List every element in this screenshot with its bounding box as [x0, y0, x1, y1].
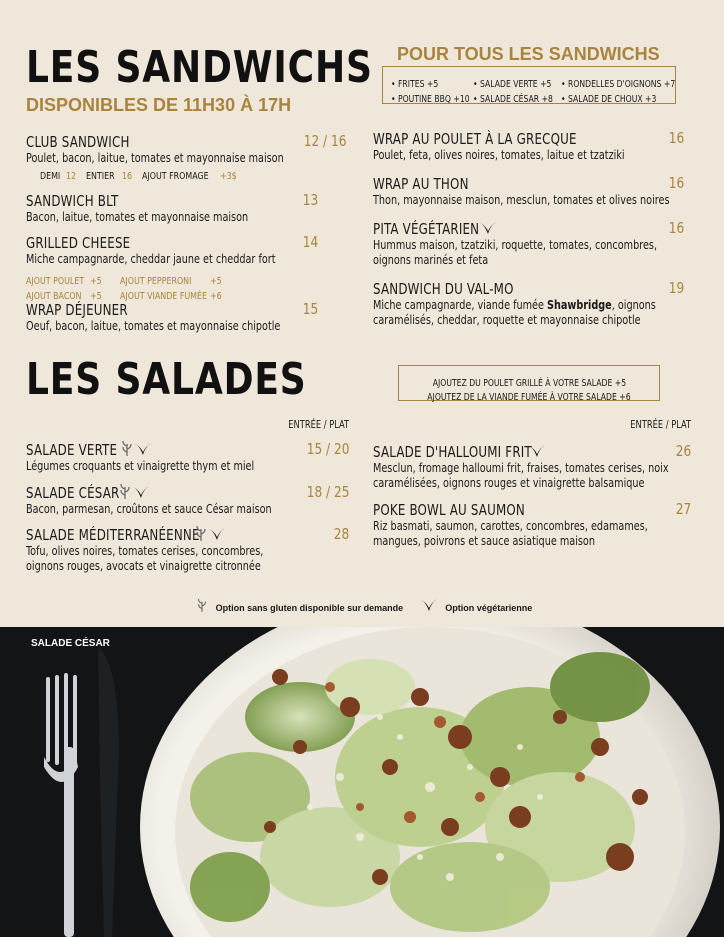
menu-item-wrap-thon	[373, 174, 684, 207]
item-description: Bacon, laitue, tomates et mayonnaise maison	[26, 209, 249, 224]
item-description: Mesclun, fromage halloumi frit, fraises, tomates cerises, noix caramélisées, oignons rouges et vinaigrette balsamique	[373, 460, 669, 490]
extras-box	[382, 66, 676, 104]
item-name: WRAP AU POULET À LA GRECQUE	[373, 130, 577, 148]
item-description: Tofu, olives noires, tomates cerises, concombres, oignons rouges, avocats et vinaigrette citronnée	[26, 543, 264, 573]
gluten-free-icon	[194, 525, 208, 545]
salad-illustration	[0, 627, 724, 937]
item-name: SALADE VERTE	[26, 441, 118, 459]
item-description: Bacon, parmesan, croûtons et sauce César maison	[26, 501, 272, 516]
legend	[196, 596, 532, 617]
item-name: PITA VÉGÉTARIEN	[373, 220, 480, 238]
addon-smoked-meat: AJOUTEZ DE LA VIANDE FUMÉE À VOTRE SALADE +6	[427, 392, 631, 403]
column-header-entree-plat: ENTRÉE / PLAT	[630, 419, 691, 431]
brand-name: Shawbridge	[547, 297, 612, 312]
item-name: POKE BOWL AU SAUMON	[373, 501, 525, 519]
item-name: SANDWICH BLT	[26, 192, 119, 210]
menu-item-poke-bowl-saumon	[373, 500, 691, 548]
photo-caption: SALADE CÉSAR	[31, 638, 110, 649]
item-price: 16	[668, 219, 684, 237]
item-price: 15	[302, 300, 318, 318]
salad-addons-box	[398, 365, 660, 401]
legend-vege-label: Option végétarienne	[445, 603, 533, 613]
menu-item-salade-cesar	[26, 483, 349, 516]
gluten-free-icon	[118, 483, 132, 503]
vegetarian-icon	[420, 597, 438, 616]
item-price: 16	[668, 174, 684, 192]
item-description: Thon, mayonnaise maison, mesclun, tomates et olives noires	[373, 192, 670, 207]
item-description: Légumes croquants et vinaigrette thym et miel	[26, 458, 255, 473]
extra-item: • SALADE DE CHOUX +3	[561, 94, 657, 105]
extra-item: • RONDELLES D'OIGNONS +7	[561, 79, 676, 90]
item-price: 16	[668, 129, 684, 147]
extra-item: • SALADE CÉSAR +8	[473, 94, 553, 105]
item-price: 26	[675, 442, 691, 460]
menu-item-salade-mediterraneenne	[26, 525, 349, 573]
item-name: WRAP AU THON	[373, 175, 469, 193]
item-name: SALADE MÉDITERRANÉENNE	[26, 526, 200, 544]
menu-item-pita-vegetarien	[373, 219, 684, 267]
item-description: Riz basmati, saumon, carottes, concombres, edamames, mangues, poivrons et sauce asiatique maison	[373, 518, 648, 548]
caesar-salad-photo	[0, 627, 724, 937]
item-description: Miche campagnarde, cheddar jaune et cheddar fort	[26, 251, 276, 266]
sandwiches-title: LES SANDWICHS	[26, 42, 373, 93]
sandwiches-hours: DISPONIBLES DE 11H30 À 17H	[26, 95, 292, 115]
item-price: 28	[333, 525, 349, 543]
item-price: 14	[302, 233, 318, 251]
item-description: Oeuf, bacon, laitue, tomates et mayonnaise chipotle	[26, 318, 281, 333]
item-price: 15 / 20	[306, 440, 349, 458]
salads-title: LES SALADES	[26, 354, 307, 405]
item-name: SANDWICH DU VAL-MO	[373, 280, 514, 298]
menu-item-sandwich-val-mo	[373, 279, 684, 327]
menu-item-grilled-cheese	[26, 233, 318, 266]
menu-item-wrap-dejeuner	[26, 300, 318, 333]
column-header-entree-plat: ENTRÉE / PLAT	[288, 419, 349, 431]
menu-item-wrap-poulet-grecque	[373, 129, 684, 162]
item-price: 27	[675, 500, 691, 518]
item-price: 19	[668, 279, 684, 297]
extra-item: • SALADE VERTE +5	[473, 79, 552, 90]
menu-item-club-sandwich	[26, 132, 346, 165]
extras-title: POUR TOUS LES SANDWICHS	[397, 44, 660, 64]
extra-item: • POUTINE BBQ +10	[391, 94, 470, 105]
addon-chicken: AJOUTEZ DU POULET GRILLÉ À VOTRE SALADE +5	[432, 378, 626, 389]
item-description: Hummus maison, tzatziki, roquette, tomates, concombres, oignons marinés et feta	[373, 237, 658, 267]
item-name: CLUB SANDWICH	[26, 133, 130, 151]
item-price: 12 / 16	[303, 132, 346, 150]
item-name: SALADE D'HALLOUMI FRIT	[373, 443, 532, 461]
item-price: 18 / 25	[306, 483, 349, 501]
gluten-free-icon	[120, 440, 134, 460]
item-name: GRILLED CHEESE	[26, 234, 131, 252]
club-options: DEMI 12 ENTIER 16 AJOUT FROMAGE +3$	[40, 171, 238, 182]
menu-item-salade-halloumi	[373, 442, 691, 490]
item-description: Poulet, feta, olives noires, tomates, laitue et tzatziki	[373, 147, 625, 162]
legend-gluten-label: Option sans gluten disponible sur demande	[215, 603, 404, 613]
menu-item-sandwich-blt	[26, 191, 318, 224]
item-description: Miche campagnarde, viande fumée Shawbridge, oignons caramélisés, cheddar, roquette et mayonnaise chipotle	[373, 297, 656, 327]
item-description: Poulet, bacon, laitue, tomates et mayonnaise maison	[26, 150, 284, 165]
gluten-free-icon	[196, 597, 208, 617]
item-name: SALADE CÉSAR	[26, 484, 120, 502]
menu-item-salade-verte	[26, 440, 349, 473]
item-price: 13	[302, 191, 318, 209]
extra-item: • FRITES +5	[391, 79, 439, 90]
item-name: WRAP DÉJEUNER	[26, 301, 128, 319]
